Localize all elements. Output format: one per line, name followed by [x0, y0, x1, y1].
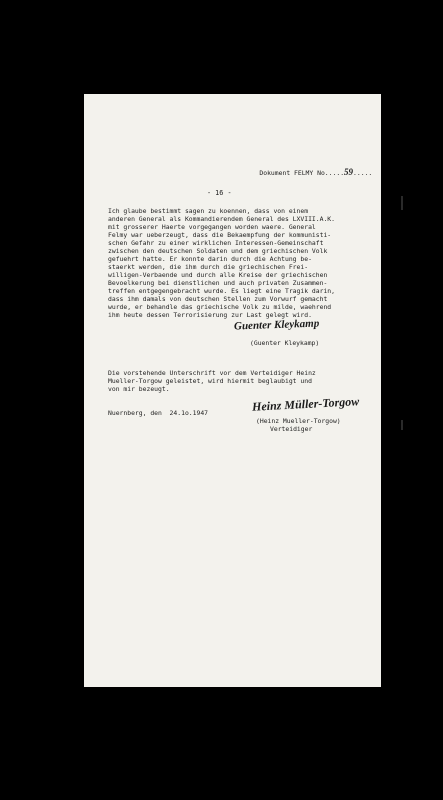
certification-line: Mueller-Torgow geleistet, wird hiermit beglaubigt und — [108, 377, 312, 385]
body-line: gefuehrt hatte. Er konnte darin durch die Achtung be- — [108, 255, 312, 263]
signatory-name: (Guenter Kleykamp) — [250, 339, 320, 347]
body-line: ihm heute dessen Terrorisierung zur Last gelegt wird. — [108, 311, 312, 319]
body-line: Felmy war ueberzeugt, dass die Bekaempfung der kommunisti- — [108, 231, 332, 239]
body-line: mit grosserer Haerte vorgegangen worden waere. General — [108, 223, 316, 231]
document-reference — [244, 162, 372, 184]
page-number: - 16 - — [207, 189, 232, 197]
body-line: Ich glaube bestimmt sagen zu koennen, dass von einem — [108, 207, 309, 215]
handwritten-signature: Heinz Müller-Torgow — [251, 394, 360, 414]
signatory-title: Verteidiger — [270, 425, 313, 433]
body-line: willigen-Verbaende und durch alle Kreise der griechischen — [108, 271, 328, 279]
handwritten-signature: Guenter Kleykamp — [233, 317, 320, 333]
document-reference-dots: ..... — [353, 169, 373, 178]
body-line: schen Gefahr zu einer wirklichen Interessen-Gemeinschaft — [108, 239, 324, 247]
body-line: treffen entgegengebracht wurde. Es liegt eine Tragik darin, — [108, 287, 336, 295]
place-date: Nuernberg, den 24.1o.1947 — [108, 409, 209, 417]
film-edge-mark — [401, 420, 403, 430]
document-page — [84, 94, 381, 687]
certification-line: Die vorstehende Unterschrift vor dem Verteidiger Heinz — [108, 369, 316, 377]
body-line: Bevoelkerung bei dienstlichen und auch privaten Zusammen- — [108, 279, 328, 287]
signatory-name: (Heinz Mueller-Torgow) — [256, 417, 341, 425]
body-line: dass ihm damals von deutschen Stellen zum Vorwurf gemacht — [108, 295, 328, 303]
body-line: wurde, er behandle das griechische Volk zu milde, waehrend — [108, 303, 332, 311]
document-reference-label: Dokument FELMY No..... — [259, 169, 345, 178]
body-line: staerkt werden, die ihm durch die griechischen Frei- — [108, 263, 309, 271]
film-edge-mark — [401, 196, 403, 210]
document-number: 59 — [344, 167, 354, 178]
body-line: zwischen den deutschen Soldaten und dem griechischen Volk — [108, 247, 328, 255]
body-line: anderen General als Kommandierendem General des LXVIII.A.K. — [108, 215, 336, 223]
certification-line: von mir bezeugt. — [108, 385, 170, 393]
